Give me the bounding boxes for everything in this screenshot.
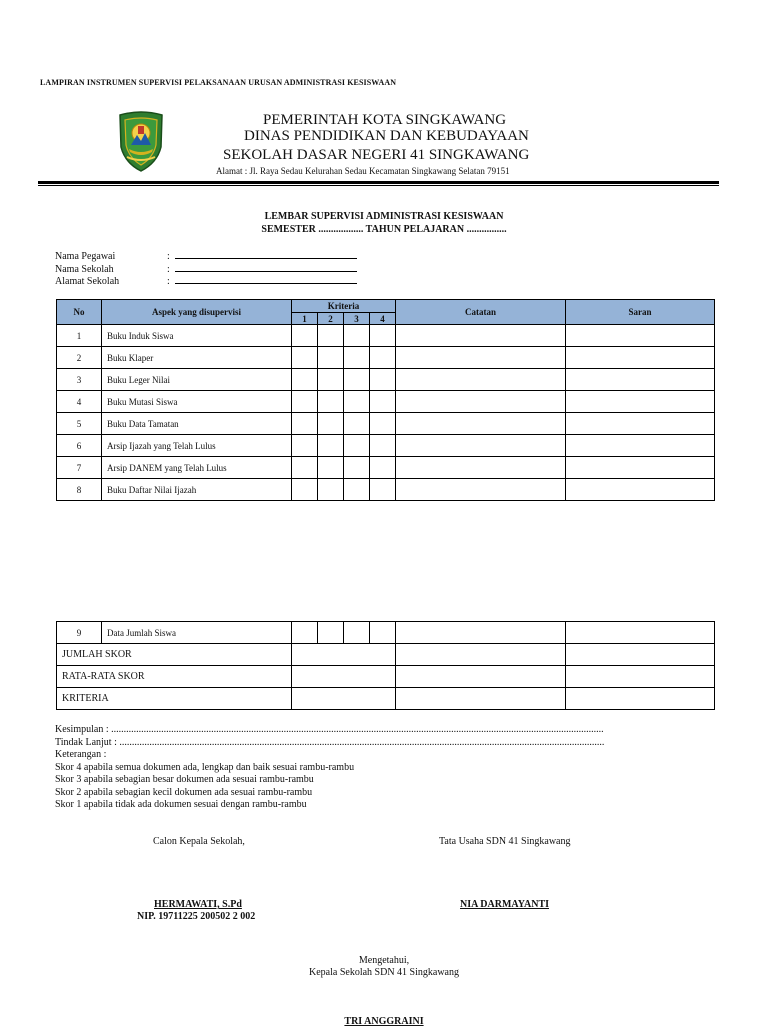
advice-cell[interactable] (566, 688, 715, 710)
score-cell[interactable] (370, 435, 396, 457)
score-cell[interactable] (370, 457, 396, 479)
score-cell[interactable] (292, 347, 318, 369)
score-cell[interactable] (370, 479, 396, 501)
header-advice: Saran (566, 300, 715, 325)
advice-cell[interactable] (566, 325, 715, 347)
average-score-cell[interactable] (292, 666, 396, 688)
notes-cell[interactable] (396, 688, 566, 710)
right-signatory-role: Tata Usaha SDN 41 Singkawang (439, 836, 571, 847)
form-semester-line: SEMESTER .................. TAHUN PELAJARAN ................ (261, 224, 507, 235)
total-score-label: JUMLAH SKOR (57, 644, 292, 666)
score-cell[interactable] (292, 435, 318, 457)
score-cell[interactable] (292, 479, 318, 501)
score-cell[interactable] (318, 347, 344, 369)
advice-cell[interactable] (566, 347, 715, 369)
form-title: LEMBAR SUPERVISI ADMINISTRASI KESISWAAN (264, 211, 504, 222)
advice-cell[interactable] (566, 413, 715, 435)
supervision-table (56, 299, 715, 501)
score-cell[interactable] (318, 457, 344, 479)
notes-section (55, 724, 695, 812)
total-score-cell[interactable] (292, 644, 396, 666)
row-aspect: Arsip Ijazah yang Telah Lulus (102, 435, 292, 457)
row-aspect: Data Jumlah Siswa (102, 622, 292, 644)
employee-name-blank[interactable] (175, 249, 357, 259)
score-cell[interactable] (318, 413, 344, 435)
row-aspect: Buku Klaper (102, 347, 292, 369)
attachment-heading: LAMPIRAN INSTRUMEN SUPERVISI PELAKSANAAN URUSAN ADMINISTRASI KESISWAAN (40, 78, 397, 87)
row-number: 9 (57, 622, 102, 644)
table-row (57, 435, 715, 457)
score-rule: Skor 3 apabila sebagian besar dokumen ada sesuai rambu-rambu (55, 774, 314, 785)
score-cell[interactable] (292, 622, 318, 644)
notes-cell[interactable] (396, 347, 566, 369)
city-emblem-logo (117, 111, 165, 173)
score-cell[interactable] (370, 391, 396, 413)
row-aspect: Buku Mutasi Siswa (102, 391, 292, 413)
notes-cell[interactable] (396, 479, 566, 501)
advice-cell[interactable] (566, 644, 715, 666)
supervision-table-continued (56, 621, 715, 710)
score-cell[interactable] (292, 325, 318, 347)
advice-cell[interactable] (566, 457, 715, 479)
notes-cell[interactable] (396, 369, 566, 391)
notes-cell[interactable] (396, 435, 566, 457)
principal-name: TRI ANGGRAINI (344, 1016, 424, 1027)
table-row (57, 347, 715, 369)
row-number: 3 (57, 369, 102, 391)
principal-role: Kepala Sekolah SDN 41 Singkawang (309, 967, 459, 978)
table-row (57, 325, 715, 347)
score-rule: Skor 4 apabila semua dokumen ada, lengkap dan baik sesuai rambu-rambu (55, 761, 355, 773)
field-label: Nama Pegawai (55, 251, 116, 262)
employee-name-field: Nama Pegawai : (55, 249, 357, 262)
score-cell[interactable] (344, 413, 370, 435)
row-number: 6 (57, 435, 102, 457)
score-cell[interactable] (344, 369, 370, 391)
acknowledged-label: Mengetahui, (358, 955, 410, 966)
criteria-col-4: 4 (370, 313, 396, 325)
notes-cell[interactable] (396, 325, 566, 347)
row-number: 5 (57, 413, 102, 435)
score-rule: Skor 1 apabila tidak ada dokumen sesuai dengan rambu-rambu (55, 799, 307, 810)
score-cell[interactable] (344, 347, 370, 369)
score-cell[interactable] (292, 413, 318, 435)
score-rule: Skor 2 apabila sebagian kecil dokumen ada sesuai rambu-rambu (55, 786, 313, 798)
header-criteria: Kriteria (292, 300, 396, 313)
table-row (57, 622, 715, 644)
score-cell[interactable] (370, 347, 396, 369)
score-cell[interactable] (318, 435, 344, 457)
school-name-blank[interactable] (175, 262, 357, 272)
header-no: No (57, 300, 102, 325)
school-address: Alamat : Jl. Raya Sedau Kelurahan Sedau Kecamatan Singkawang Selatan 79151 (216, 166, 510, 176)
score-cell[interactable] (344, 457, 370, 479)
notes-cell[interactable] (396, 666, 566, 688)
criteria-col-3: 3 (344, 313, 370, 325)
row-number: 4 (57, 391, 102, 413)
row-number: 1 (57, 325, 102, 347)
row-number: 2 (57, 347, 102, 369)
school-name: SEKOLAH DASAR NEGERI 41 SINGKAWANG (223, 147, 530, 163)
advice-cell[interactable] (566, 622, 715, 644)
right-signatory-name: NIA DARMAYANTI (460, 899, 549, 910)
field-label: Alamat Sekolah (55, 276, 120, 287)
total-score-row (57, 644, 715, 666)
criteria-col-2: 2 (318, 313, 344, 325)
table-row (57, 369, 715, 391)
table-row (57, 413, 715, 435)
score-cell[interactable] (370, 369, 396, 391)
advice-cell[interactable] (566, 666, 715, 688)
left-signatory-nip: NIP. 19711225 200502 2 002 (137, 911, 256, 922)
government-name: PEMERINTAH KOTA SINGKAWANG (263, 112, 507, 128)
remarks-label: Keterangan : (55, 749, 107, 760)
row-number: 8 (57, 479, 102, 501)
score-cell[interactable] (344, 435, 370, 457)
letterhead-rule-thin (38, 185, 719, 186)
row-aspect: Buku Data Tamatan (102, 413, 292, 435)
advice-cell[interactable] (566, 435, 715, 457)
row-aspect: Arsip DANEM yang Telah Lulus (102, 457, 292, 479)
criteria-col-1: 1 (292, 313, 318, 325)
score-cell[interactable] (344, 622, 370, 644)
notes-cell[interactable] (396, 622, 566, 644)
row-aspect: Buku Daftar Nilai Ijazah (102, 479, 292, 501)
letterhead-rule-thick (38, 181, 719, 184)
score-cell[interactable] (370, 413, 396, 435)
score-cell[interactable] (344, 325, 370, 347)
advice-cell[interactable] (566, 369, 715, 391)
score-cell[interactable] (318, 479, 344, 501)
score-cell[interactable] (318, 325, 344, 347)
follow-up-line: Tindak Lanjut : .................................................................................................................................................................................................. (55, 736, 605, 748)
score-cell[interactable] (344, 479, 370, 501)
criteria-row (57, 688, 715, 710)
row-number: 7 (57, 457, 102, 479)
notes-cell[interactable] (396, 413, 566, 435)
advice-cell[interactable] (566, 391, 715, 413)
average-score-label: RATA-RATA SKOR (57, 666, 292, 688)
row-aspect: Buku Leger Nilai (102, 369, 292, 391)
department-name: DINAS PENDIDIKAN DAN KEBUDAYAAN (244, 128, 529, 144)
header-notes: Catatan (396, 300, 566, 325)
left-signatory-name: HERMAWATI, S.Pd (154, 899, 242, 910)
table-row (57, 457, 715, 479)
notes-cell[interactable] (396, 457, 566, 479)
school-name-field: Nama Sekolah : (55, 262, 357, 275)
score-cell[interactable] (344, 391, 370, 413)
notes-cell[interactable] (396, 391, 566, 413)
criteria-cell[interactable] (292, 688, 396, 710)
school-address-field: Alamat Sekolah : (55, 274, 357, 287)
header-aspect: Aspek yang disupervisi (102, 300, 292, 325)
table-row (57, 391, 715, 413)
school-address-blank[interactable] (175, 274, 357, 284)
field-label: Nama Sekolah (55, 264, 114, 275)
score-cell[interactable] (370, 622, 396, 644)
score-cell[interactable] (318, 391, 344, 413)
score-cell[interactable] (292, 457, 318, 479)
criteria-label: KRITERIA (57, 688, 292, 710)
advice-cell[interactable] (566, 479, 715, 501)
score-cell[interactable] (292, 391, 318, 413)
notes-cell[interactable] (396, 644, 566, 666)
score-cell[interactable] (318, 622, 344, 644)
average-score-row (57, 666, 715, 688)
left-signatory-role: Calon Kepala Sekolah, (153, 836, 245, 847)
score-cell[interactable] (292, 369, 318, 391)
table-row (57, 479, 715, 501)
row-aspect: Buku Induk Siswa (102, 325, 292, 347)
conclusion-line: Kesimpulan : ..................................................................................................................................................................................................... (55, 724, 604, 735)
score-cell[interactable] (318, 369, 344, 391)
score-cell[interactable] (370, 325, 396, 347)
